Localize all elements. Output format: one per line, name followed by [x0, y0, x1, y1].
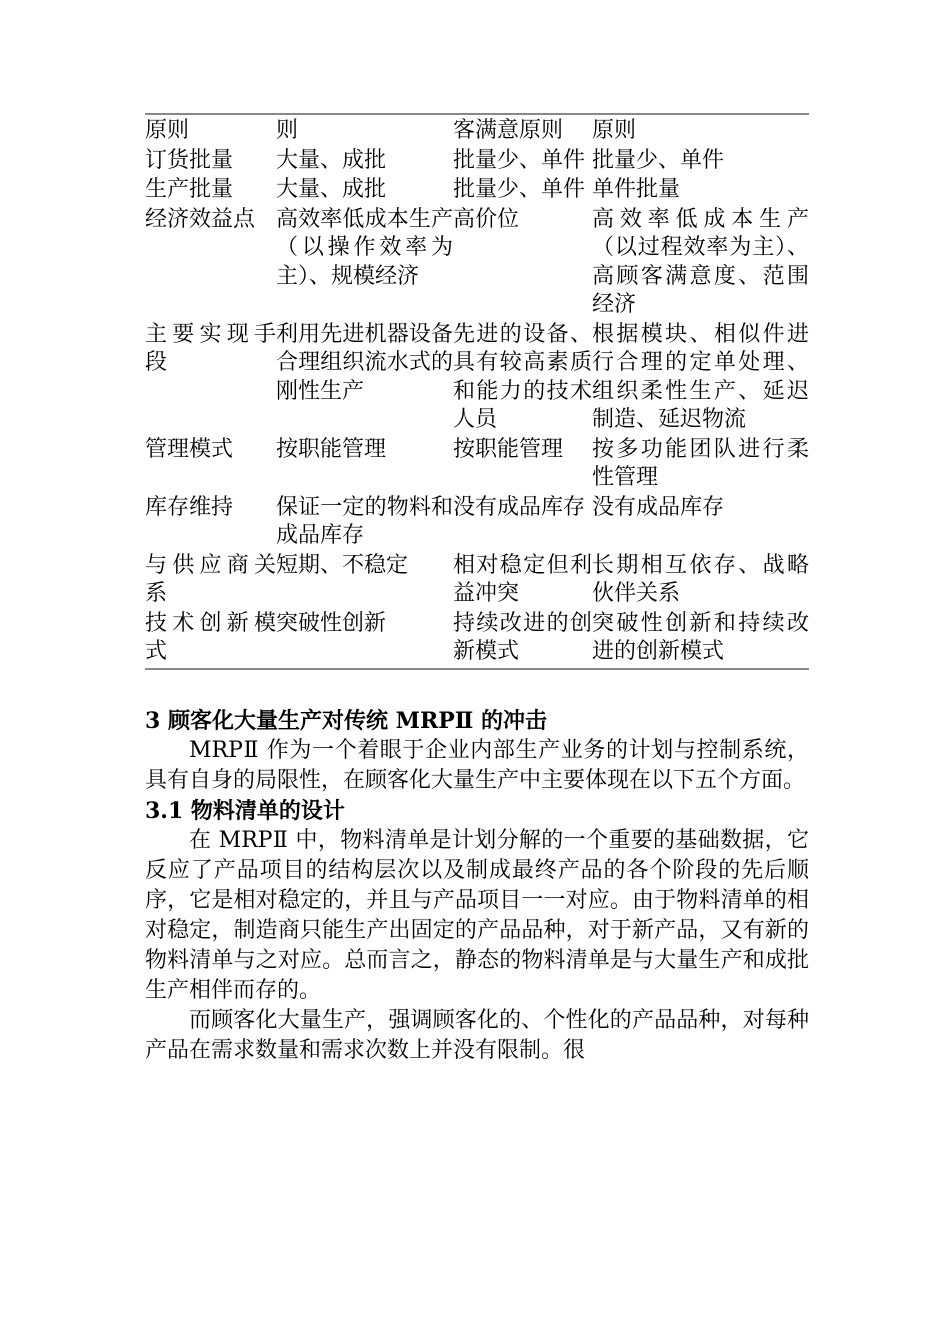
table-cell: 管理模式	[145, 436, 234, 462]
table-cell: 保证一定的物料和成品库存	[276, 494, 453, 548]
table-row	[145, 552, 809, 610]
table-cell: 长期相互依存、战略伙伴关系	[592, 552, 809, 606]
table-cell: 大量、成批	[276, 177, 387, 202]
table-cell: 按职能管理	[453, 436, 564, 462]
table-cell: 按职能管理	[276, 436, 387, 462]
table-cell: 批量少、单件	[453, 147, 586, 173]
table-cell: 突破性创新和持续改进的创新模式	[592, 610, 809, 664]
table-cell: 没有成品库存	[453, 494, 586, 520]
table-cell: 没有成品库存	[592, 494, 725, 520]
table-cell: 根据模块、相似件进行合理的定单处理、组织柔性生产、延迟制造、延迟物流	[592, 321, 809, 432]
table-cell: 短期、不稳定	[276, 552, 409, 578]
table-cell: 高效率低成本生产（以过程效率为主）、高顾客满意度、范围经济	[592, 206, 809, 317]
section-3-1-paragraph-2: 而顾客化大量生产，强调顾客化的、个性化的产品品种，对每种产品在需求数量和需求次数上并没有限制。很	[145, 1007, 809, 1063]
section-3-1-paragraph-1: 在 MRPⅡ 中，物料清单是计划分解的一个重要的基础数据，它反应了产品项目的结构层次以及制成最终产品的各个阶段的先后顺序，它是相对稳定的，并且与产品项目一一对应。由于物料清单的相对稳定，制造商只能生产出固定的产品品种，对于新产品，又有新的物料清单与之对应。总而言之，静态的物料清单是与大量生产和成批生产相伴而存的。	[145, 827, 809, 1003]
comparison-table	[145, 113, 809, 670]
table-row	[145, 436, 809, 494]
table-cell: 按多功能团队进行柔性管理	[592, 436, 809, 490]
table-cell: 先进的设备、具有较高素质和能力的技术人员	[453, 321, 592, 432]
table-row	[145, 206, 809, 321]
table-row	[145, 610, 809, 669]
table-cell: 持续改进的创新模式	[453, 610, 592, 664]
table-cell: 则	[276, 118, 299, 143]
table-cell: 利用先进机器设备合理组织流水式的刚性生产	[276, 321, 453, 404]
table-cell: 高效率低成本生产（以操作效率为主）、规模经济	[276, 206, 453, 289]
table-cell: 批量少、单件	[592, 147, 725, 173]
table-cell: 原则	[145, 118, 190, 143]
table-cell: 主要实现手段	[145, 321, 276, 375]
table-cell: 技术创新模式	[145, 610, 276, 664]
table-cell: 库存维持	[145, 494, 234, 520]
table-row	[145, 176, 809, 206]
table-cell: 高价位	[453, 206, 520, 232]
table-cell: 原则	[592, 118, 637, 143]
section-3-heading: 3 顾客化大量生产对传统 MRPⅡ 的冲击	[145, 707, 548, 734]
table-cell: 批量少、单件	[453, 177, 586, 202]
table-cell: 生产批量	[145, 177, 234, 202]
table-cell: 订货批量	[145, 147, 234, 173]
section-3	[145, 706, 809, 1066]
table-cell: 客满意原则	[453, 118, 564, 143]
table-cell: 单件批量	[592, 177, 681, 202]
section-3-1-heading: 3.1 物料清单的设计	[145, 797, 345, 824]
document-page	[145, 113, 809, 1066]
table-row	[145, 321, 809, 436]
section-3-paragraph: MRPⅡ 作为一个着眼于企业内部生产业务的计划与控制系统，具有自身的局限性，在顾客化大量生产中主要体现在以下五个方面。	[145, 737, 809, 793]
table-row	[145, 494, 809, 552]
table-cell: 与供应商关系	[145, 552, 276, 606]
table-row	[145, 147, 809, 177]
table-cell: 突破性创新	[276, 610, 387, 636]
table-row	[145, 114, 809, 147]
table-cell: 经济效益点	[145, 206, 256, 232]
table-cell: 大量、成批	[276, 147, 387, 173]
table-cell: 相对稳定但利益冲突	[453, 552, 592, 606]
